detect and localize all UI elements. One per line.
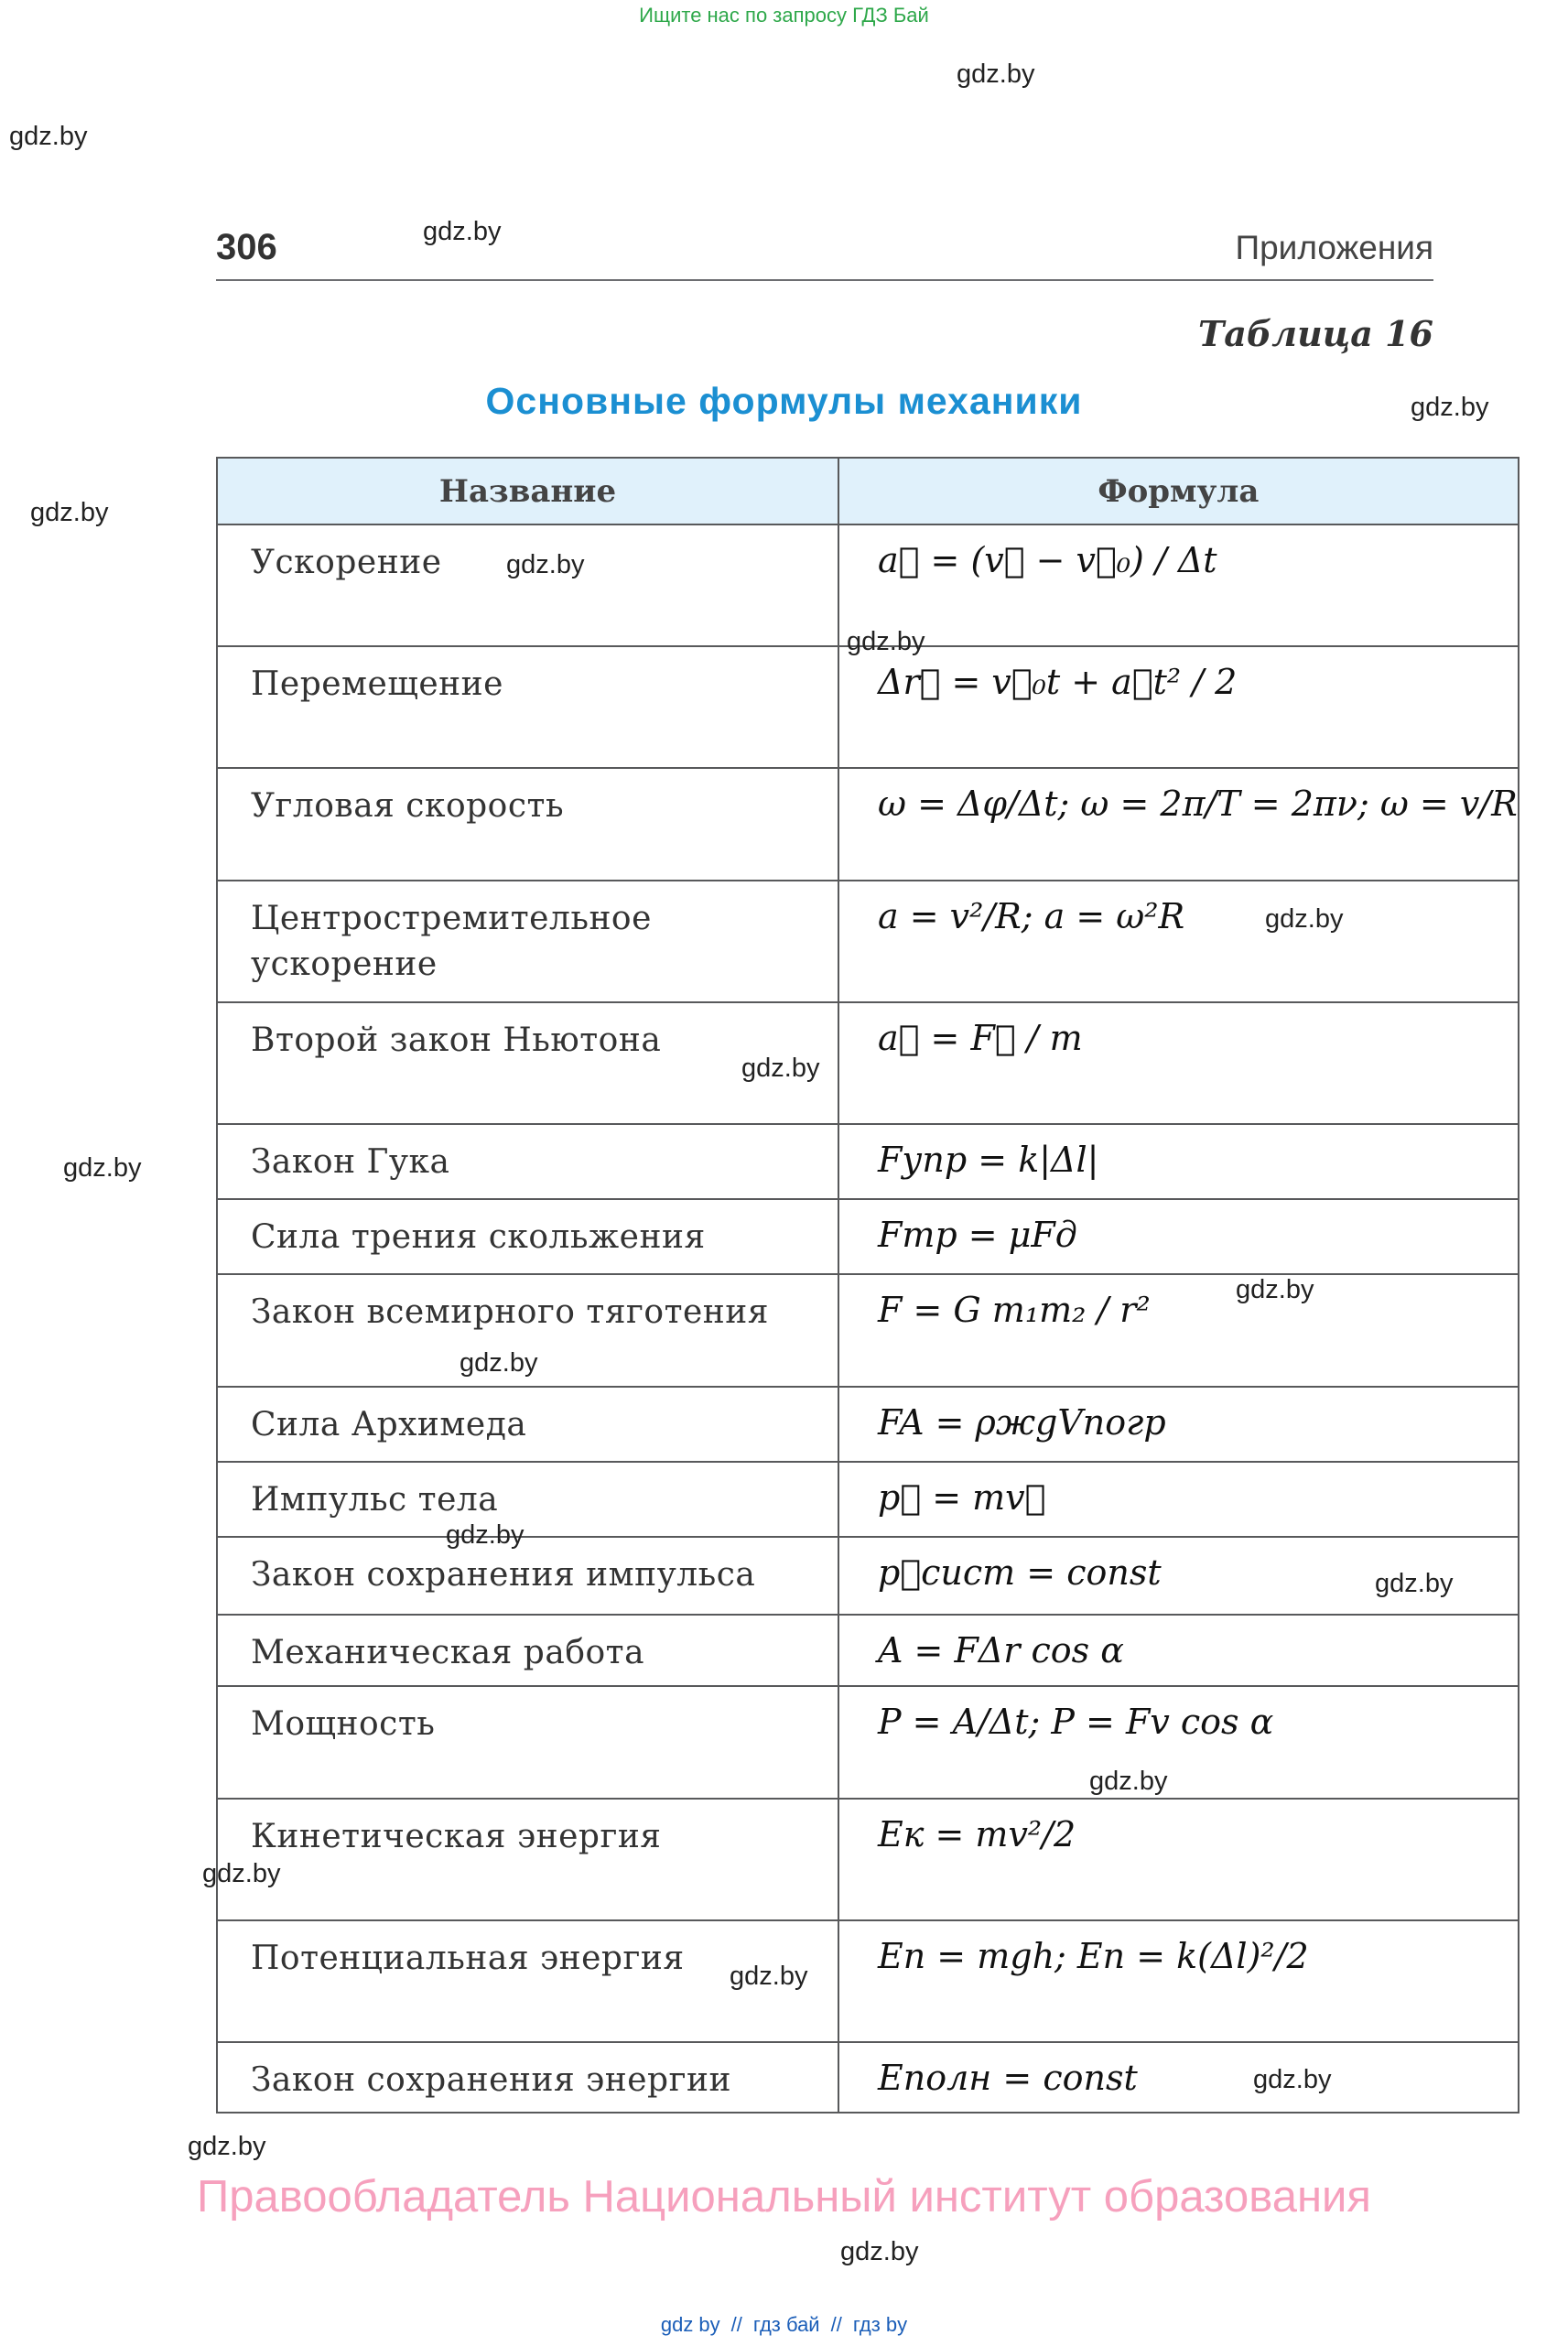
row-name: Сила Архимеда bbox=[217, 1387, 838, 1462]
table-row bbox=[217, 1387, 1519, 1462]
row-formula bbox=[838, 1274, 1519, 1387]
table-row bbox=[217, 1274, 1519, 1387]
column-header-name: Название bbox=[217, 458, 838, 524]
watermark: gdz.by bbox=[730, 1962, 808, 1991]
link-separator: // bbox=[830, 2313, 842, 2336]
watermark: gdz.by bbox=[1236, 1275, 1314, 1304]
row-name: Закон Гука bbox=[217, 1124, 838, 1199]
table-row bbox=[217, 768, 1519, 881]
row-formula bbox=[838, 2042, 1519, 2113]
formula-text: a⃗ = (v⃗ − v⃗₀) / Δt bbox=[878, 540, 1217, 580]
formula-text: Eк = mv²/2 bbox=[878, 1814, 1076, 1854]
formula-text: FA = ρжgVпогр bbox=[878, 1402, 1166, 1443]
watermark: gdz.by bbox=[63, 1153, 142, 1183]
formula-text: ω = Δφ/Δt; ω = 2π/T = 2πν; ω = v/R bbox=[878, 784, 1518, 824]
formula-text: Fупр = k|Δl| bbox=[878, 1140, 1099, 1180]
row-name: Закон сохранения импульса bbox=[217, 1537, 838, 1615]
link-separator: // bbox=[730, 2313, 742, 2336]
watermark: gdz.by bbox=[446, 1520, 524, 1550]
watermark: gdz.by bbox=[460, 1348, 538, 1378]
row-name: Центростремительное ускорение bbox=[217, 881, 838, 1002]
row-formula bbox=[838, 1615, 1519, 1686]
row-formula bbox=[838, 1686, 1519, 1799]
watermark: gdz.by bbox=[847, 627, 925, 656]
row-name: Ускорение bbox=[217, 524, 838, 646]
watermark: gdz.by bbox=[840, 2237, 919, 2266]
formula-text: P = A/Δt; P = Fv cos α bbox=[878, 1702, 1274, 1742]
row-formula bbox=[838, 768, 1519, 881]
table-row bbox=[217, 1615, 1519, 1686]
table-row bbox=[217, 1199, 1519, 1274]
formula-text: F = G m₁m₂ / r² bbox=[878, 1290, 1151, 1330]
row-name: Сила трения скольжения bbox=[217, 1199, 838, 1274]
table-label: Таблица 16 bbox=[1197, 313, 1433, 354]
watermark: gdz.by bbox=[188, 2132, 266, 2161]
row-name: Импульс тела bbox=[217, 1462, 838, 1537]
table-row bbox=[217, 1002, 1519, 1124]
row-formula bbox=[838, 1387, 1519, 1462]
formula-text: Δr⃗ = v⃗₀t + a⃗t² / 2 bbox=[878, 662, 1238, 702]
row-name: Второй закон Ньютона bbox=[217, 1002, 838, 1124]
table-header-row bbox=[217, 458, 1519, 524]
watermark: gdz.by bbox=[957, 59, 1035, 89]
watermark: gdz.by bbox=[9, 122, 88, 151]
column-header-formula: Формула bbox=[838, 458, 1519, 524]
row-name: Закон сохранения энергии bbox=[217, 2042, 838, 2113]
table-row bbox=[217, 1462, 1519, 1537]
watermark: gdz.by bbox=[1265, 904, 1344, 934]
section-title: Приложения bbox=[1235, 229, 1433, 266]
watermark: gdz.by bbox=[423, 217, 502, 246]
table-row bbox=[217, 1686, 1519, 1799]
link-gdz-bai[interactable]: гдз бай bbox=[752, 2313, 820, 2336]
row-name: Перемещение bbox=[217, 646, 838, 768]
formula-text: p⃗сист = const bbox=[878, 1552, 1162, 1593]
table-row bbox=[217, 1537, 1519, 1615]
row-formula bbox=[838, 1462, 1519, 1537]
row-formula bbox=[838, 1199, 1519, 1274]
row-name: Закон всемирного тяготения bbox=[217, 1274, 838, 1387]
link-gdz-by[interactable]: gdz by bbox=[660, 2313, 720, 2336]
watermark: gdz.by bbox=[1411, 393, 1489, 422]
row-name: Мощность bbox=[217, 1686, 838, 1799]
table-row bbox=[217, 881, 1519, 1002]
formula-text: Eп = mgh; Eп = k(Δl)²/2 bbox=[878, 1936, 1309, 1976]
table-title: Основные формулы механики bbox=[485, 380, 1083, 422]
formula-text: A = FΔr cos α bbox=[878, 1630, 1124, 1670]
row-formula bbox=[838, 646, 1519, 768]
header-divider bbox=[216, 279, 1433, 281]
table-row bbox=[217, 1920, 1519, 2042]
row-name: Кинетическая энергия bbox=[217, 1799, 838, 1920]
link-gdz-by-2[interactable]: гдз by bbox=[852, 2313, 908, 2336]
row-name: Потенциальная энергия bbox=[217, 1920, 838, 2042]
watermark: gdz.by bbox=[202, 1859, 281, 1888]
top-banner[interactable]: Ищите нас по запросу ГДЗ Бай bbox=[639, 4, 929, 27]
row-formula bbox=[838, 1920, 1519, 2042]
watermark: gdz.by bbox=[741, 1054, 820, 1083]
watermark: gdz.by bbox=[1089, 1767, 1168, 1796]
formula-text: Fтр = μFд bbox=[878, 1215, 1077, 1255]
formula-text: Eполн = const bbox=[878, 2058, 1138, 2098]
table-row bbox=[217, 1799, 1519, 1920]
watermark: gdz.by bbox=[1375, 1569, 1454, 1598]
row-formula bbox=[838, 1799, 1519, 1920]
row-formula bbox=[838, 524, 1519, 646]
table-row bbox=[217, 646, 1519, 768]
row-name: Угловая скорость bbox=[217, 768, 838, 881]
formula-table bbox=[216, 457, 1519, 2114]
row-formula bbox=[838, 1124, 1519, 1199]
table-row bbox=[217, 1124, 1519, 1199]
watermark: gdz.by bbox=[30, 498, 109, 527]
bottom-links bbox=[0, 2313, 1568, 2337]
row-formula bbox=[838, 881, 1519, 1002]
formula-text: p⃗ = mv⃗ bbox=[878, 1477, 1046, 1518]
page-number: 306 bbox=[216, 227, 277, 267]
watermark: gdz.by bbox=[1253, 2065, 1332, 2094]
formula-text: a⃗ = F⃗ / m bbox=[878, 1018, 1083, 1058]
formula-text: a = v²/R; a = ω²R bbox=[878, 896, 1185, 936]
watermark: gdz.by bbox=[506, 550, 585, 579]
rights-holder-notice: Правообладатель Национальный институт образования bbox=[197, 2172, 1371, 2222]
row-formula bbox=[838, 1002, 1519, 1124]
row-name: Механическая работа bbox=[217, 1615, 838, 1686]
